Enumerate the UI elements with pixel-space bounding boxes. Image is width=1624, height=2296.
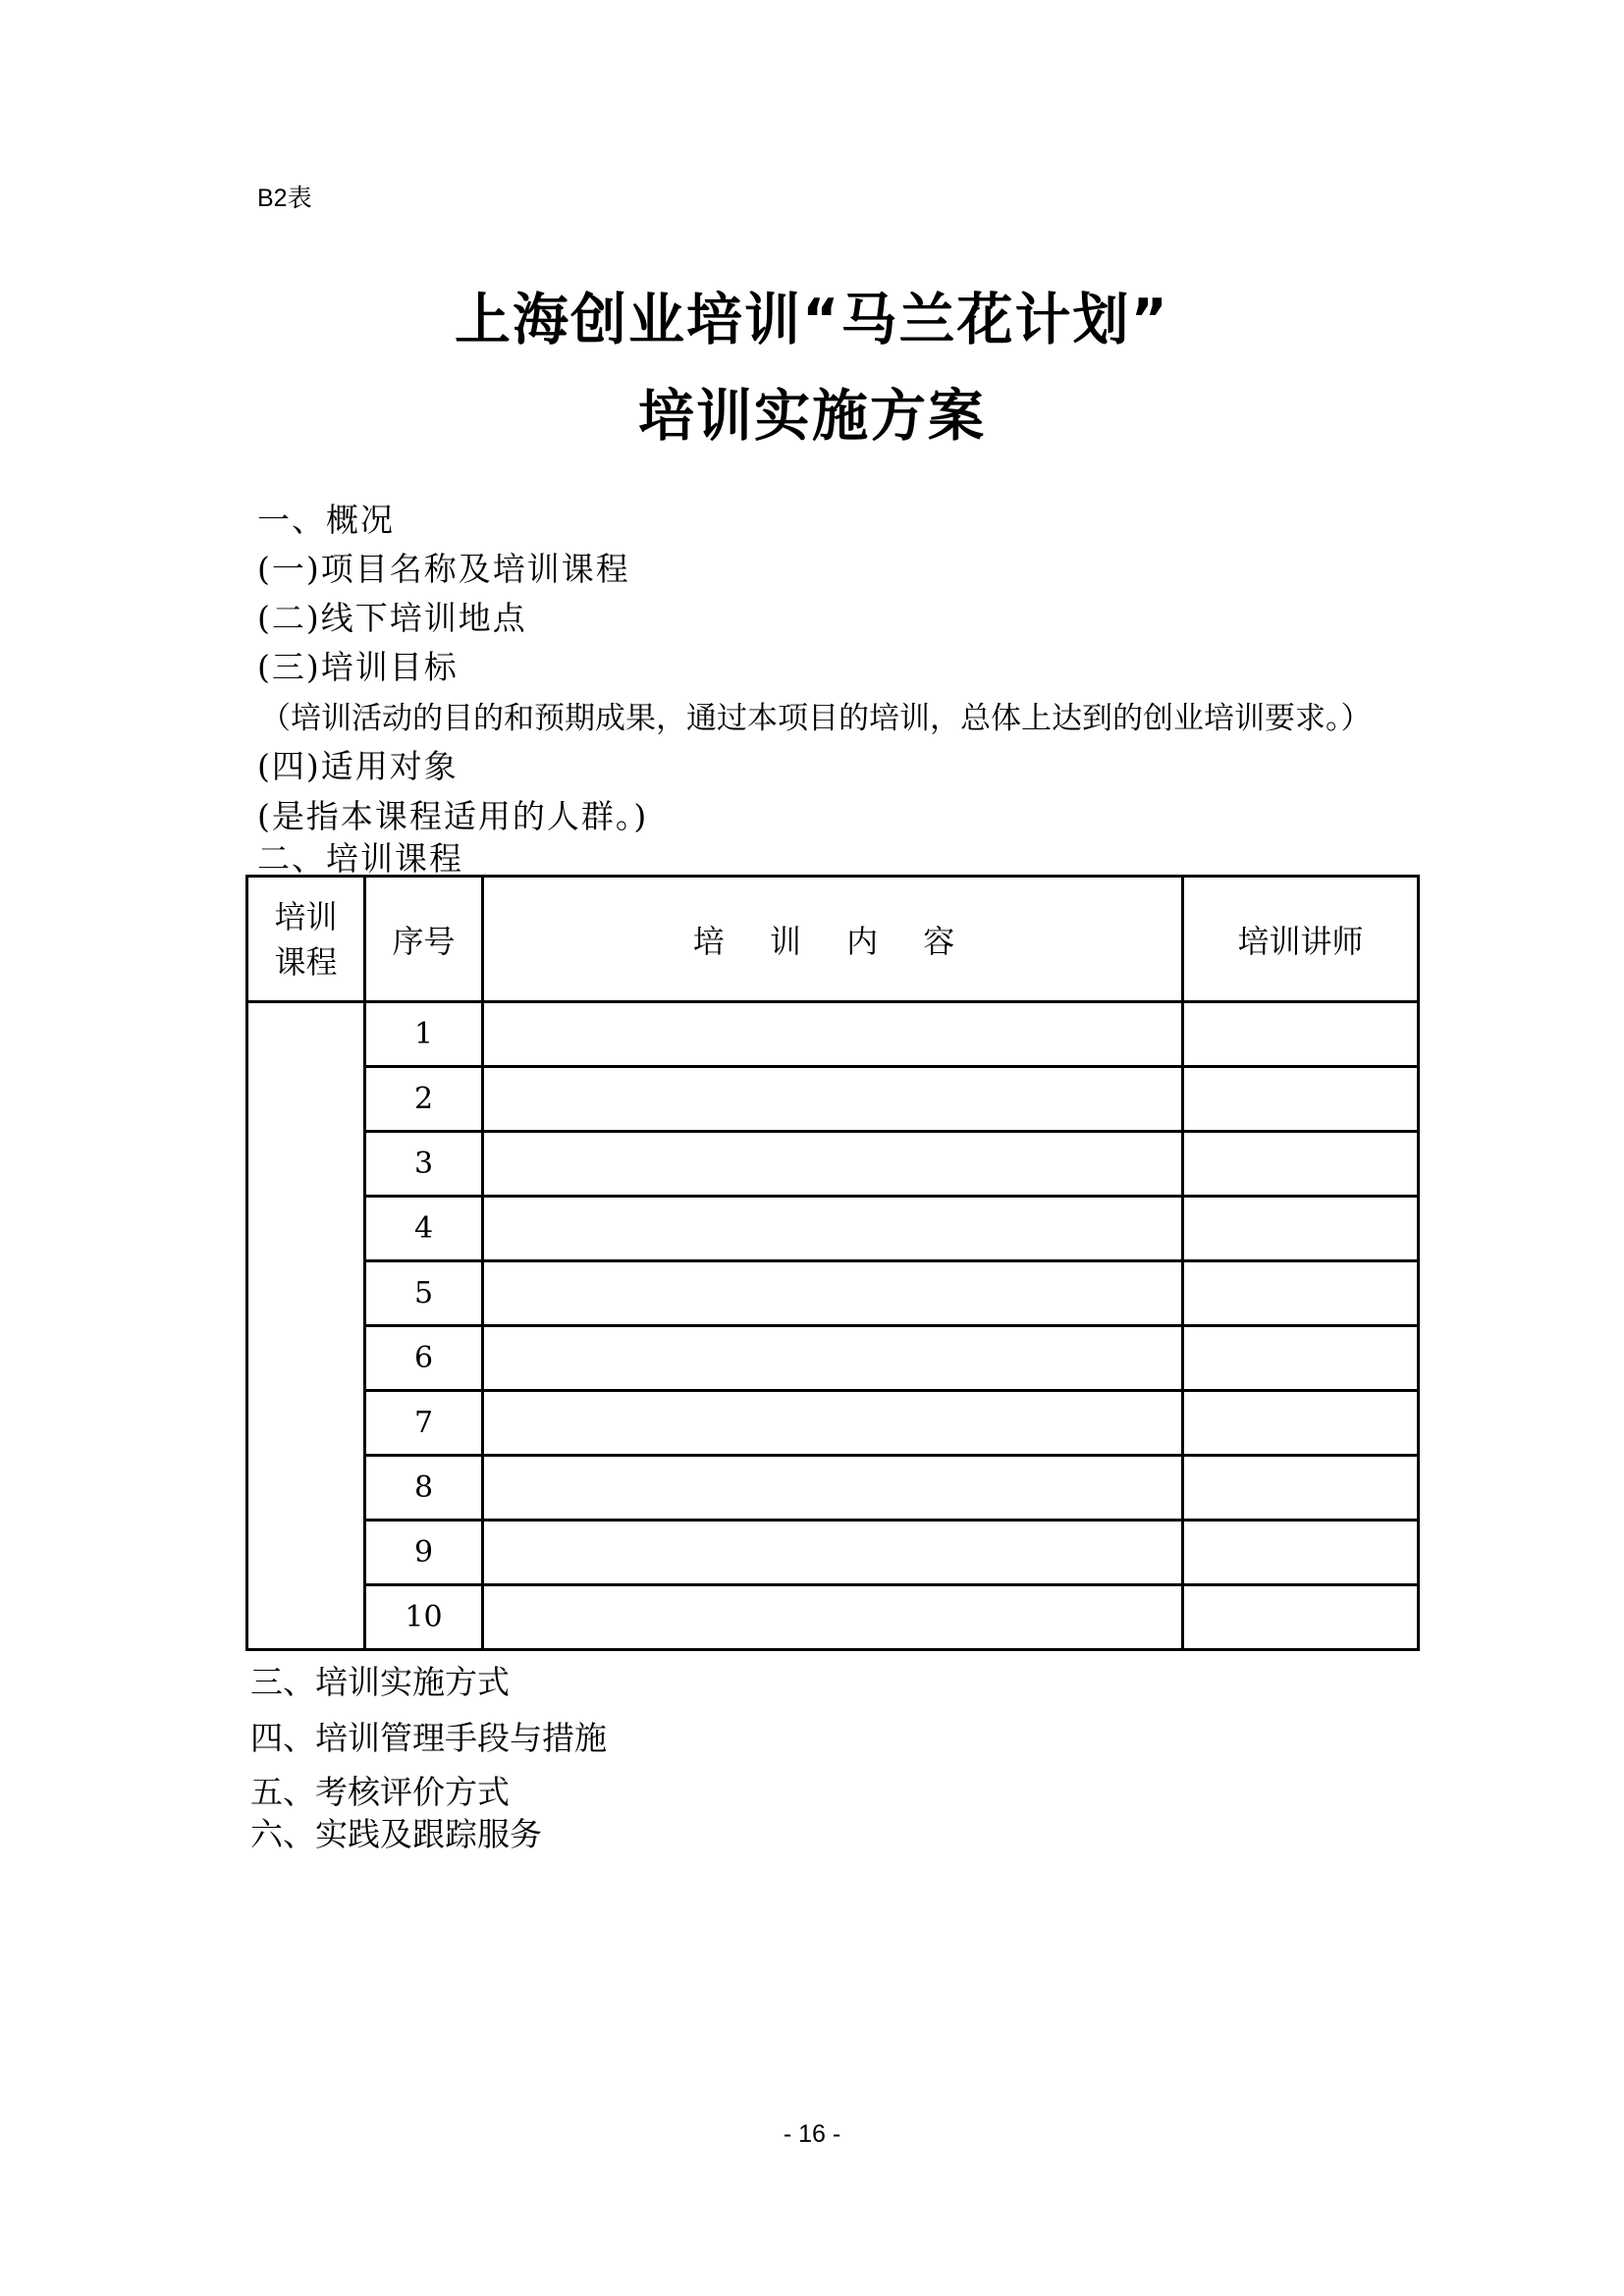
header-course-line2: 课程 xyxy=(274,942,338,981)
header-course-line1: 培训 xyxy=(274,897,338,935)
content-cell[interactable] xyxy=(483,1521,1183,1585)
table-row xyxy=(247,1132,1419,1197)
overview-item-project-name: (一)项目名称及培训课程 xyxy=(257,550,630,588)
table-row xyxy=(247,1326,1419,1391)
header-lecturer: 培训讲师 xyxy=(1183,877,1419,1002)
lecturer-cell[interactable] xyxy=(1183,1521,1419,1585)
section-heading-delivery: 三、培训实施方式 xyxy=(250,1663,510,1701)
content-cell[interactable] xyxy=(483,1585,1183,1650)
section-heading-overview: 一、概况 xyxy=(257,501,395,539)
table-row xyxy=(247,1067,1419,1132)
seq-cell: 1 xyxy=(365,1002,483,1067)
table-row xyxy=(247,1585,1419,1650)
content-cell[interactable] xyxy=(483,1261,1183,1326)
lecturer-cell[interactable] xyxy=(1183,1197,1419,1261)
course-name-cell[interactable] xyxy=(247,1002,365,1650)
form-code-label: B2表 xyxy=(257,185,312,212)
table-row xyxy=(247,1456,1419,1521)
section-heading-follow-up: 六、实践及跟踪服务 xyxy=(250,1815,542,1853)
seq-cell: 5 xyxy=(365,1261,483,1326)
lecturer-cell[interactable] xyxy=(1183,1326,1419,1391)
seq-cell: 4 xyxy=(365,1197,483,1261)
section-heading-courses: 二、培训课程 xyxy=(257,839,463,878)
overview-audience-note: (是指本课程适用的人群。) xyxy=(257,797,649,835)
lecturer-cell[interactable] xyxy=(1183,1132,1419,1197)
table-row xyxy=(247,1261,1419,1326)
table-row xyxy=(247,1391,1419,1456)
content-cell[interactable] xyxy=(483,1456,1183,1521)
table-row xyxy=(247,1197,1419,1261)
lecturer-cell[interactable] xyxy=(1183,1585,1419,1650)
overview-item-goal: (三)培训目标 xyxy=(257,648,459,686)
seq-cell: 2 xyxy=(365,1067,483,1132)
table-row xyxy=(247,1521,1419,1585)
header-seq: 序号 xyxy=(365,877,483,1002)
document-title-line1: 上海创业培训“马兰花计划” xyxy=(455,288,1169,352)
section-heading-assessment: 五、考核评价方式 xyxy=(250,1773,510,1811)
document-title-line2: 培训实施方案 xyxy=(638,384,986,449)
overview-goal-note: （培训活动的目的和预期成果，通过本项目的培训，总体上达到的创业培训要求。） xyxy=(260,701,1372,736)
course-table xyxy=(245,875,1420,1651)
overview-item-location: (二)线下培训地点 xyxy=(257,599,527,637)
table-row xyxy=(247,1002,1419,1067)
section-heading-management: 四、培训管理手段与措施 xyxy=(250,1719,607,1757)
lecturer-cell[interactable] xyxy=(1183,1391,1419,1456)
page-number: - 16 - xyxy=(783,2120,841,2148)
lecturer-cell[interactable] xyxy=(1183,1261,1419,1326)
overview-item-audience: (四)适用对象 xyxy=(257,747,459,785)
lecturer-cell[interactable] xyxy=(1183,1456,1419,1521)
header-course xyxy=(247,877,365,1002)
content-cell[interactable] xyxy=(483,1067,1183,1132)
seq-cell: 6 xyxy=(365,1326,483,1391)
content-cell[interactable] xyxy=(483,1391,1183,1456)
seq-cell: 7 xyxy=(365,1391,483,1456)
seq-cell: 10 xyxy=(365,1585,483,1650)
seq-cell: 8 xyxy=(365,1456,483,1521)
header-content: 培 训 内 容 xyxy=(483,877,1183,1002)
content-cell[interactable] xyxy=(483,1132,1183,1197)
content-cell[interactable] xyxy=(483,1326,1183,1391)
lecturer-cell[interactable] xyxy=(1183,1002,1419,1067)
lecturer-cell[interactable] xyxy=(1183,1067,1419,1132)
content-cell[interactable] xyxy=(483,1002,1183,1067)
seq-cell: 3 xyxy=(365,1132,483,1197)
content-cell[interactable] xyxy=(483,1197,1183,1261)
seq-cell: 9 xyxy=(365,1521,483,1585)
table-header-row xyxy=(247,877,1419,1002)
